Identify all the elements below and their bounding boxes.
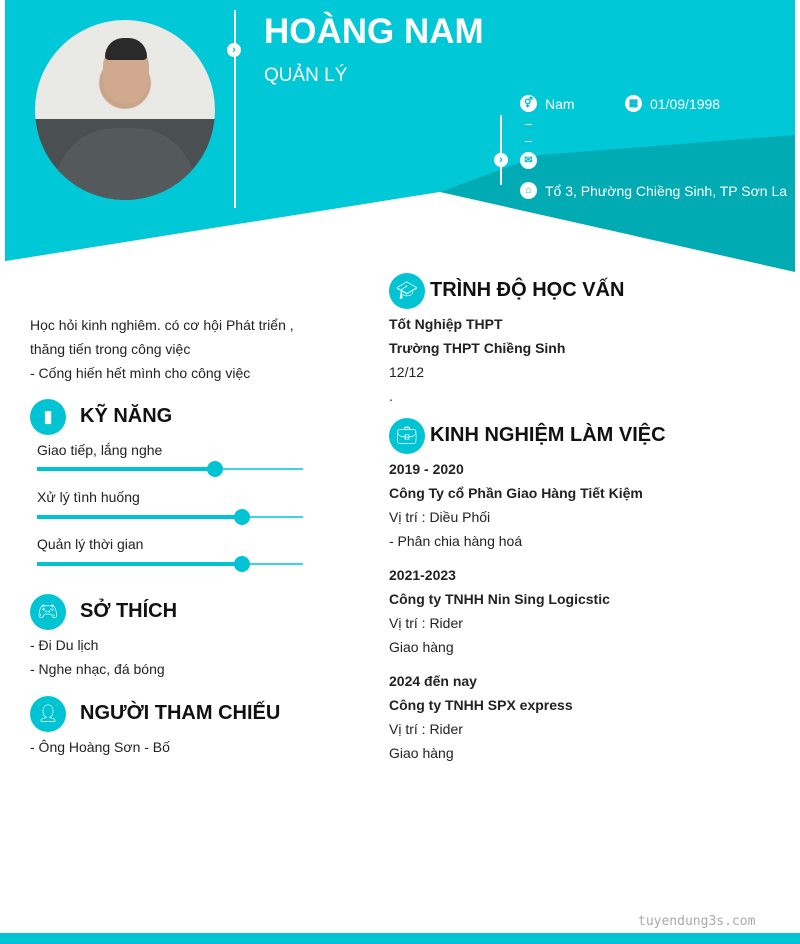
objective-section bbox=[30, 313, 294, 385]
experience-list bbox=[389, 457, 643, 765]
skill-label: Giao tiếp, lắng nghe bbox=[37, 442, 163, 458]
job-period: 2019 - 2020 bbox=[389, 461, 464, 477]
skill-label: Xử lý tình huống bbox=[37, 489, 140, 505]
full-name: HOÀNG NAM bbox=[264, 12, 484, 51]
job-title: QUẢN LÝ bbox=[264, 65, 348, 86]
objective-line: thăng tiến trong công việc bbox=[30, 341, 191, 357]
gender-icon: ⚥ bbox=[520, 95, 537, 112]
job-entry bbox=[389, 669, 643, 765]
gender-info bbox=[520, 95, 575, 112]
job-entry bbox=[389, 563, 643, 659]
avatar-photo bbox=[35, 20, 215, 200]
education-title: TRÌNH ĐỘ HỌC VẤN bbox=[430, 279, 625, 301]
reference-item: - Ông Hoàng Sơn - Bố bbox=[30, 739, 170, 755]
grade: 12/12 bbox=[389, 364, 425, 380]
mail-icon: ✉ bbox=[520, 152, 537, 169]
job-desc: Giao hàng bbox=[389, 745, 454, 761]
job-entry bbox=[389, 457, 643, 553]
skills-title: KỸ NĂNG bbox=[80, 405, 173, 427]
hobby-item: - Nghe nhạc, đá bóng bbox=[30, 661, 165, 677]
skill-label: Quản lý thời gian bbox=[37, 536, 144, 552]
skill-bar bbox=[37, 468, 303, 470]
references-title: NGƯỜI THAM CHIẾU bbox=[80, 702, 281, 724]
gender-text: Nam bbox=[545, 95, 575, 112]
watermark: tuyendung3s.com bbox=[638, 914, 756, 929]
objective-line: - Cống hiến hết mình cho công việc bbox=[30, 365, 251, 381]
education-note: . bbox=[389, 388, 393, 404]
blank-placeholder bbox=[525, 141, 532, 142]
gamepad-icon: 🎮︎ bbox=[30, 594, 66, 630]
school: Trường THPT Chiềng Sinh bbox=[389, 340, 566, 356]
education-details bbox=[389, 312, 565, 408]
address-info bbox=[520, 182, 787, 199]
calendar-icon: ▦ bbox=[625, 95, 642, 112]
job-company: Công ty TNHH Nin Sing Logicstic bbox=[389, 591, 610, 607]
phone-placeholder bbox=[525, 124, 532, 125]
experience-title: KINH NGHIỆM LÀM VIỆC bbox=[430, 424, 666, 446]
birthdate-text: 01/09/1998 bbox=[650, 95, 721, 112]
graduation-cap-icon: 🎓︎ bbox=[389, 273, 425, 309]
degree: Tốt Nghiệp THPT bbox=[389, 316, 503, 332]
home-icon: ⌂ bbox=[520, 182, 537, 199]
hobbies-list bbox=[30, 633, 165, 681]
divider bbox=[234, 10, 236, 208]
chevron-right-icon: › bbox=[227, 43, 241, 57]
hobby-item: - Đi Du lịch bbox=[30, 637, 99, 653]
chevron-right-icon: › bbox=[494, 153, 508, 167]
job-company: Công ty TNHH SPX express bbox=[389, 697, 573, 713]
user-icon: 👤︎ bbox=[30, 696, 66, 732]
job-company: Công Ty cổ Phần Giao Hàng Tiết Kiệm bbox=[389, 485, 643, 501]
hobbies-title: SỞ THÍCH bbox=[80, 600, 178, 622]
footer-bar bbox=[0, 933, 800, 944]
email-info bbox=[520, 152, 545, 169]
job-desc: Giao hàng bbox=[389, 639, 454, 655]
job-position: Vị trí : Rider bbox=[389, 721, 463, 737]
divider bbox=[500, 115, 502, 185]
bar-chart-icon: ▮ bbox=[30, 399, 66, 435]
job-period: 2024 đến nay bbox=[389, 673, 477, 689]
skill-bar bbox=[37, 563, 303, 565]
skill-bar bbox=[37, 516, 303, 518]
briefcase-icon: 💼︎ bbox=[389, 418, 425, 454]
job-period: 2021-2023 bbox=[389, 567, 456, 583]
address-text: Tổ 3, Phường Chiềng Sinh, TP Sơn La bbox=[545, 182, 788, 199]
job-desc: - Phân chia hàng hoá bbox=[389, 533, 523, 549]
job-position: Vị trí : Diều Phối bbox=[389, 509, 491, 525]
job-position: Vị trí : Rider bbox=[389, 615, 463, 631]
objective-line: Học hỏi kinh nghiêm. có cơ hội Phát triển , bbox=[30, 317, 294, 333]
birthdate-info bbox=[625, 95, 720, 112]
